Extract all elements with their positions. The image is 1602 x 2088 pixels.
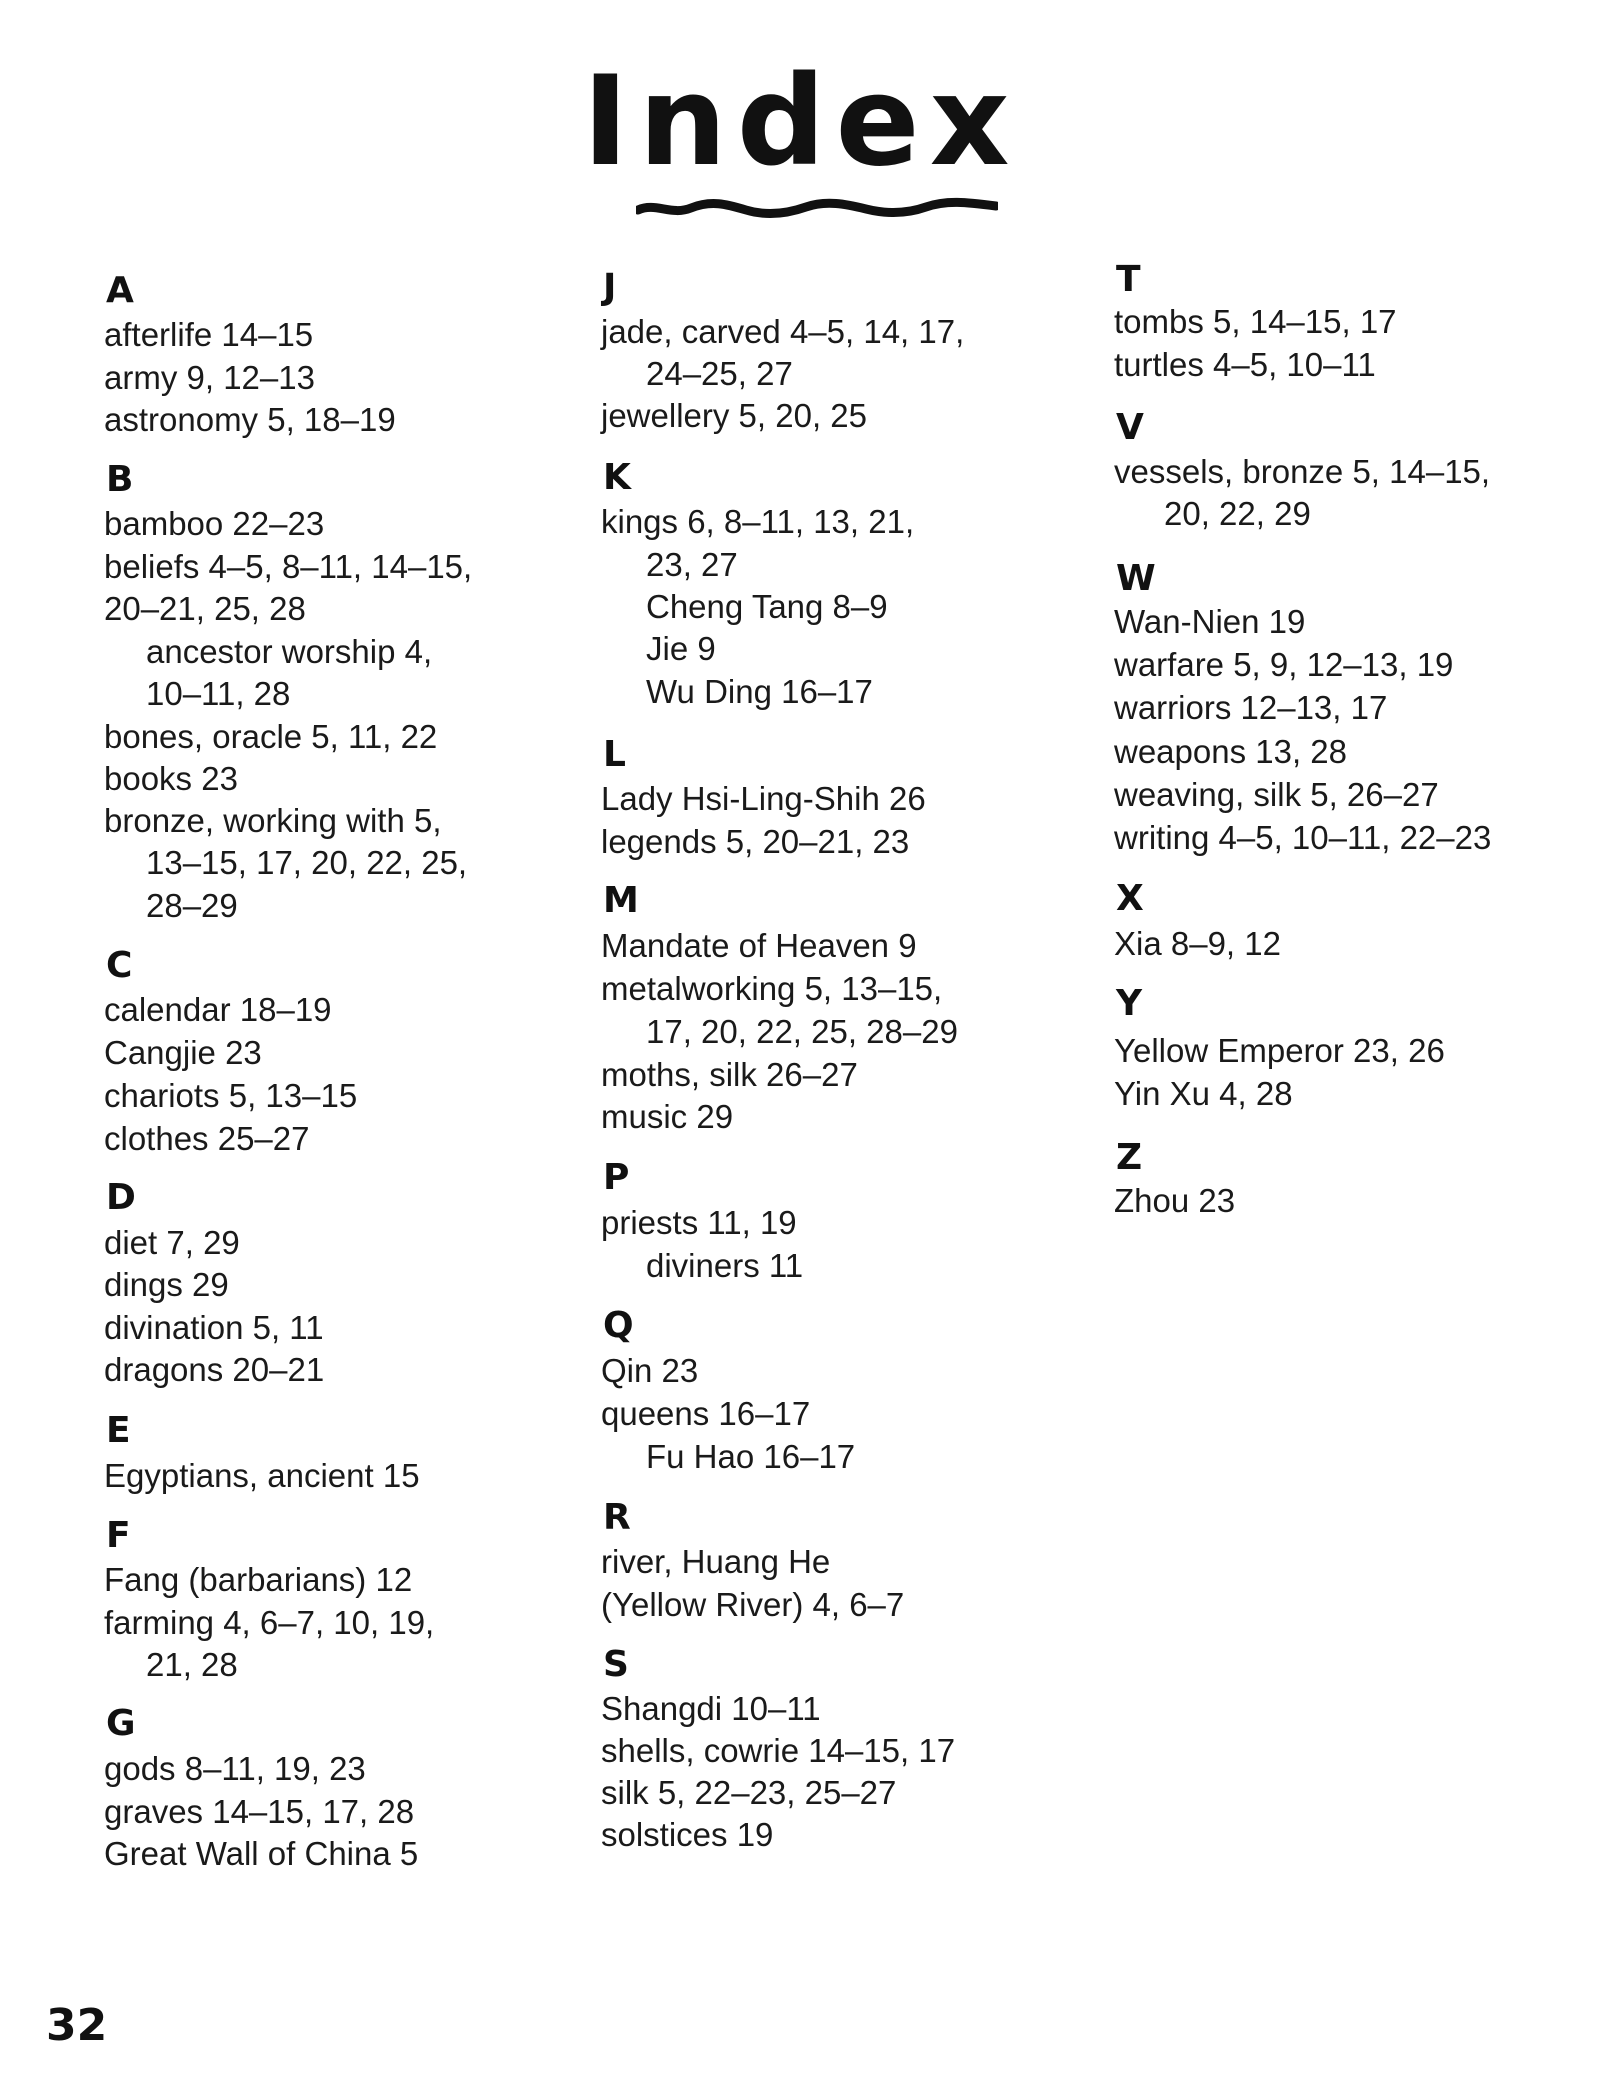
section-letter-w: W bbox=[1116, 558, 1156, 599]
index-entry: Xia 8–9, 12 bbox=[1114, 925, 1281, 962]
index-entry: graves 14–15, 17, 28 bbox=[104, 1793, 415, 1830]
section-letter-a: A bbox=[106, 270, 134, 311]
index-entry: tombs 5, 14–15, 17 bbox=[1114, 303, 1397, 340]
index-entry: warfare 5, 9, 12–13, 19 bbox=[1114, 646, 1454, 683]
index-entry-continuation: 24–25, 27 bbox=[646, 355, 793, 392]
section-letter-l: L bbox=[603, 734, 626, 775]
index-entry: Yin Xu 4, 28 bbox=[1114, 1075, 1293, 1112]
section-letter-z: Z bbox=[1116, 1137, 1143, 1178]
index-entry: shells, cowrie 14–15, 17 bbox=[601, 1732, 956, 1769]
index-entry: river, Huang He bbox=[601, 1543, 831, 1580]
index-entry: weapons 13, 28 bbox=[1114, 733, 1348, 770]
page-number: 32 bbox=[46, 2000, 108, 2051]
section-letter-v: V bbox=[1116, 407, 1144, 448]
index-entry: bamboo 22–23 bbox=[104, 505, 325, 542]
index-entry: Mandate of Heaven 9 bbox=[601, 927, 917, 964]
section-letter-k: K bbox=[603, 457, 631, 498]
index-entry: calendar 18–19 bbox=[104, 991, 332, 1028]
section-letter-s: S bbox=[603, 1644, 629, 1685]
index-entry: jade, carved 4–5, 14, 17, bbox=[601, 313, 965, 350]
section-letter-f: F bbox=[106, 1515, 131, 1556]
index-entry: metalworking 5, 13–15, bbox=[601, 970, 943, 1007]
index-entry: Great Wall of China 5 bbox=[104, 1835, 419, 1872]
index-subentry: ancestor worship 4, bbox=[146, 633, 433, 670]
index-entry: dragons 20–21 bbox=[104, 1351, 325, 1388]
section-letter-t: T bbox=[1116, 259, 1141, 300]
index-entry: diet 7, 29 bbox=[104, 1224, 240, 1261]
section-letter-c: C bbox=[106, 945, 133, 986]
index-entry: silk 5, 22–23, 25–27 bbox=[601, 1774, 897, 1811]
index-entry: divination 5, 11 bbox=[104, 1309, 324, 1346]
section-letter-d: D bbox=[106, 1177, 136, 1218]
index-entry-continuation: 23, 27 bbox=[646, 546, 738, 583]
index-entry: afterlife 14–15 bbox=[104, 316, 314, 353]
index-subentry: 10–11, 28 bbox=[146, 675, 291, 712]
index-subentry: diviners 11 bbox=[646, 1247, 804, 1284]
section-letter-b: B bbox=[106, 459, 134, 500]
index-entry: Cangjie 23 bbox=[104, 1034, 262, 1071]
index-entry-continuation: 20, 22, 29 bbox=[1164, 495, 1311, 532]
index-entry: Egyptians, ancient 15 bbox=[104, 1457, 420, 1494]
index-entry: warriors 12–13, 17 bbox=[1114, 689, 1388, 726]
index-entry: gods 8–11, 19, 23 bbox=[104, 1750, 366, 1787]
index-entry: music 29 bbox=[601, 1098, 734, 1135]
index-entry: Zhou 23 bbox=[1114, 1182, 1236, 1219]
index-entry: solstices 19 bbox=[601, 1816, 774, 1853]
index-entry-continuation: 17, 20, 22, 25, 28–29 bbox=[646, 1013, 958, 1050]
index-entry: bones, oracle 5, 11, 22 bbox=[104, 718, 438, 755]
index-entry: Yellow Emperor 23, 26 bbox=[1114, 1032, 1445, 1069]
index-entry: farming 4, 6–7, 10, 19, bbox=[104, 1604, 435, 1641]
section-letter-r: R bbox=[603, 1497, 631, 1538]
index-entry: turtles 4–5, 10–11 bbox=[1114, 346, 1376, 383]
index-entry: army 9, 12–13 bbox=[104, 359, 315, 396]
section-letter-e: E bbox=[106, 1410, 131, 1451]
section-letter-j: J bbox=[603, 267, 617, 308]
index-subentry: Jie 9 bbox=[646, 630, 716, 667]
index-entry: kings 6, 8–11, 13, 21, bbox=[601, 503, 915, 540]
title-underline-squiggle bbox=[636, 194, 998, 224]
page-title: Index bbox=[582, 50, 1020, 194]
index-entry: Shangdi 10–11 bbox=[601, 1690, 821, 1727]
index-entry: chariots 5, 13–15 bbox=[104, 1077, 358, 1114]
section-letter-m: M bbox=[603, 880, 639, 921]
index-entry: Lady Hsi-Ling-Shih 26 bbox=[601, 780, 926, 817]
index-entry: vessels, bronze 5, 14–15, bbox=[1114, 453, 1491, 490]
index-entry: legends 5, 20–21, 23 bbox=[601, 823, 910, 860]
index-entry: clothes 25–27 bbox=[104, 1120, 310, 1157]
section-letter-q: Q bbox=[603, 1305, 634, 1346]
index-subentry: Cheng Tang 8–9 bbox=[646, 588, 888, 625]
index-entry: queens 16–17 bbox=[601, 1395, 811, 1432]
section-letter-p: P bbox=[603, 1157, 630, 1198]
section-letter-x: X bbox=[1116, 878, 1144, 919]
index-entry: books 23 bbox=[104, 760, 238, 797]
section-letter-y: Y bbox=[1116, 983, 1143, 1024]
index-entry: moths, silk 26–27 bbox=[601, 1056, 858, 1093]
index-entry: priests 11, 19 bbox=[601, 1204, 797, 1241]
index-entry-continuation: 13–15, 17, 20, 22, 25, bbox=[146, 844, 468, 881]
index-entry: bronze, working with 5, bbox=[104, 802, 442, 839]
index-entry: jewellery 5, 20, 25 bbox=[601, 397, 867, 434]
index-entry: dings 29 bbox=[104, 1266, 229, 1303]
index-entry: writing 4–5, 10–11, 22–23 bbox=[1114, 819, 1492, 856]
index-entry: Wan-Nien 19 bbox=[1114, 603, 1306, 640]
index-subentry: Fu Hao 16–17 bbox=[646, 1438, 856, 1475]
index-entry-continuation: 28–29 bbox=[146, 887, 238, 924]
index-entry: weaving, silk 5, 26–27 bbox=[1114, 776, 1439, 813]
index-entry: Fang (barbarians) 12 bbox=[104, 1561, 413, 1598]
section-letter-g: G bbox=[106, 1703, 136, 1744]
index-entry-continuation: (Yellow River) 4, 6–7 bbox=[601, 1586, 905, 1623]
index-entry: beliefs 4–5, 8–11, 14–15, bbox=[104, 548, 473, 585]
index-entry-continuation: 21, 28 bbox=[146, 1646, 238, 1683]
index-entry: Qin 23 bbox=[601, 1352, 699, 1389]
index-entry: 20–21, 25, 28 bbox=[104, 590, 306, 627]
index-subentry: Wu Ding 16–17 bbox=[646, 673, 873, 710]
index-entry: astronomy 5, 18–19 bbox=[104, 401, 396, 438]
